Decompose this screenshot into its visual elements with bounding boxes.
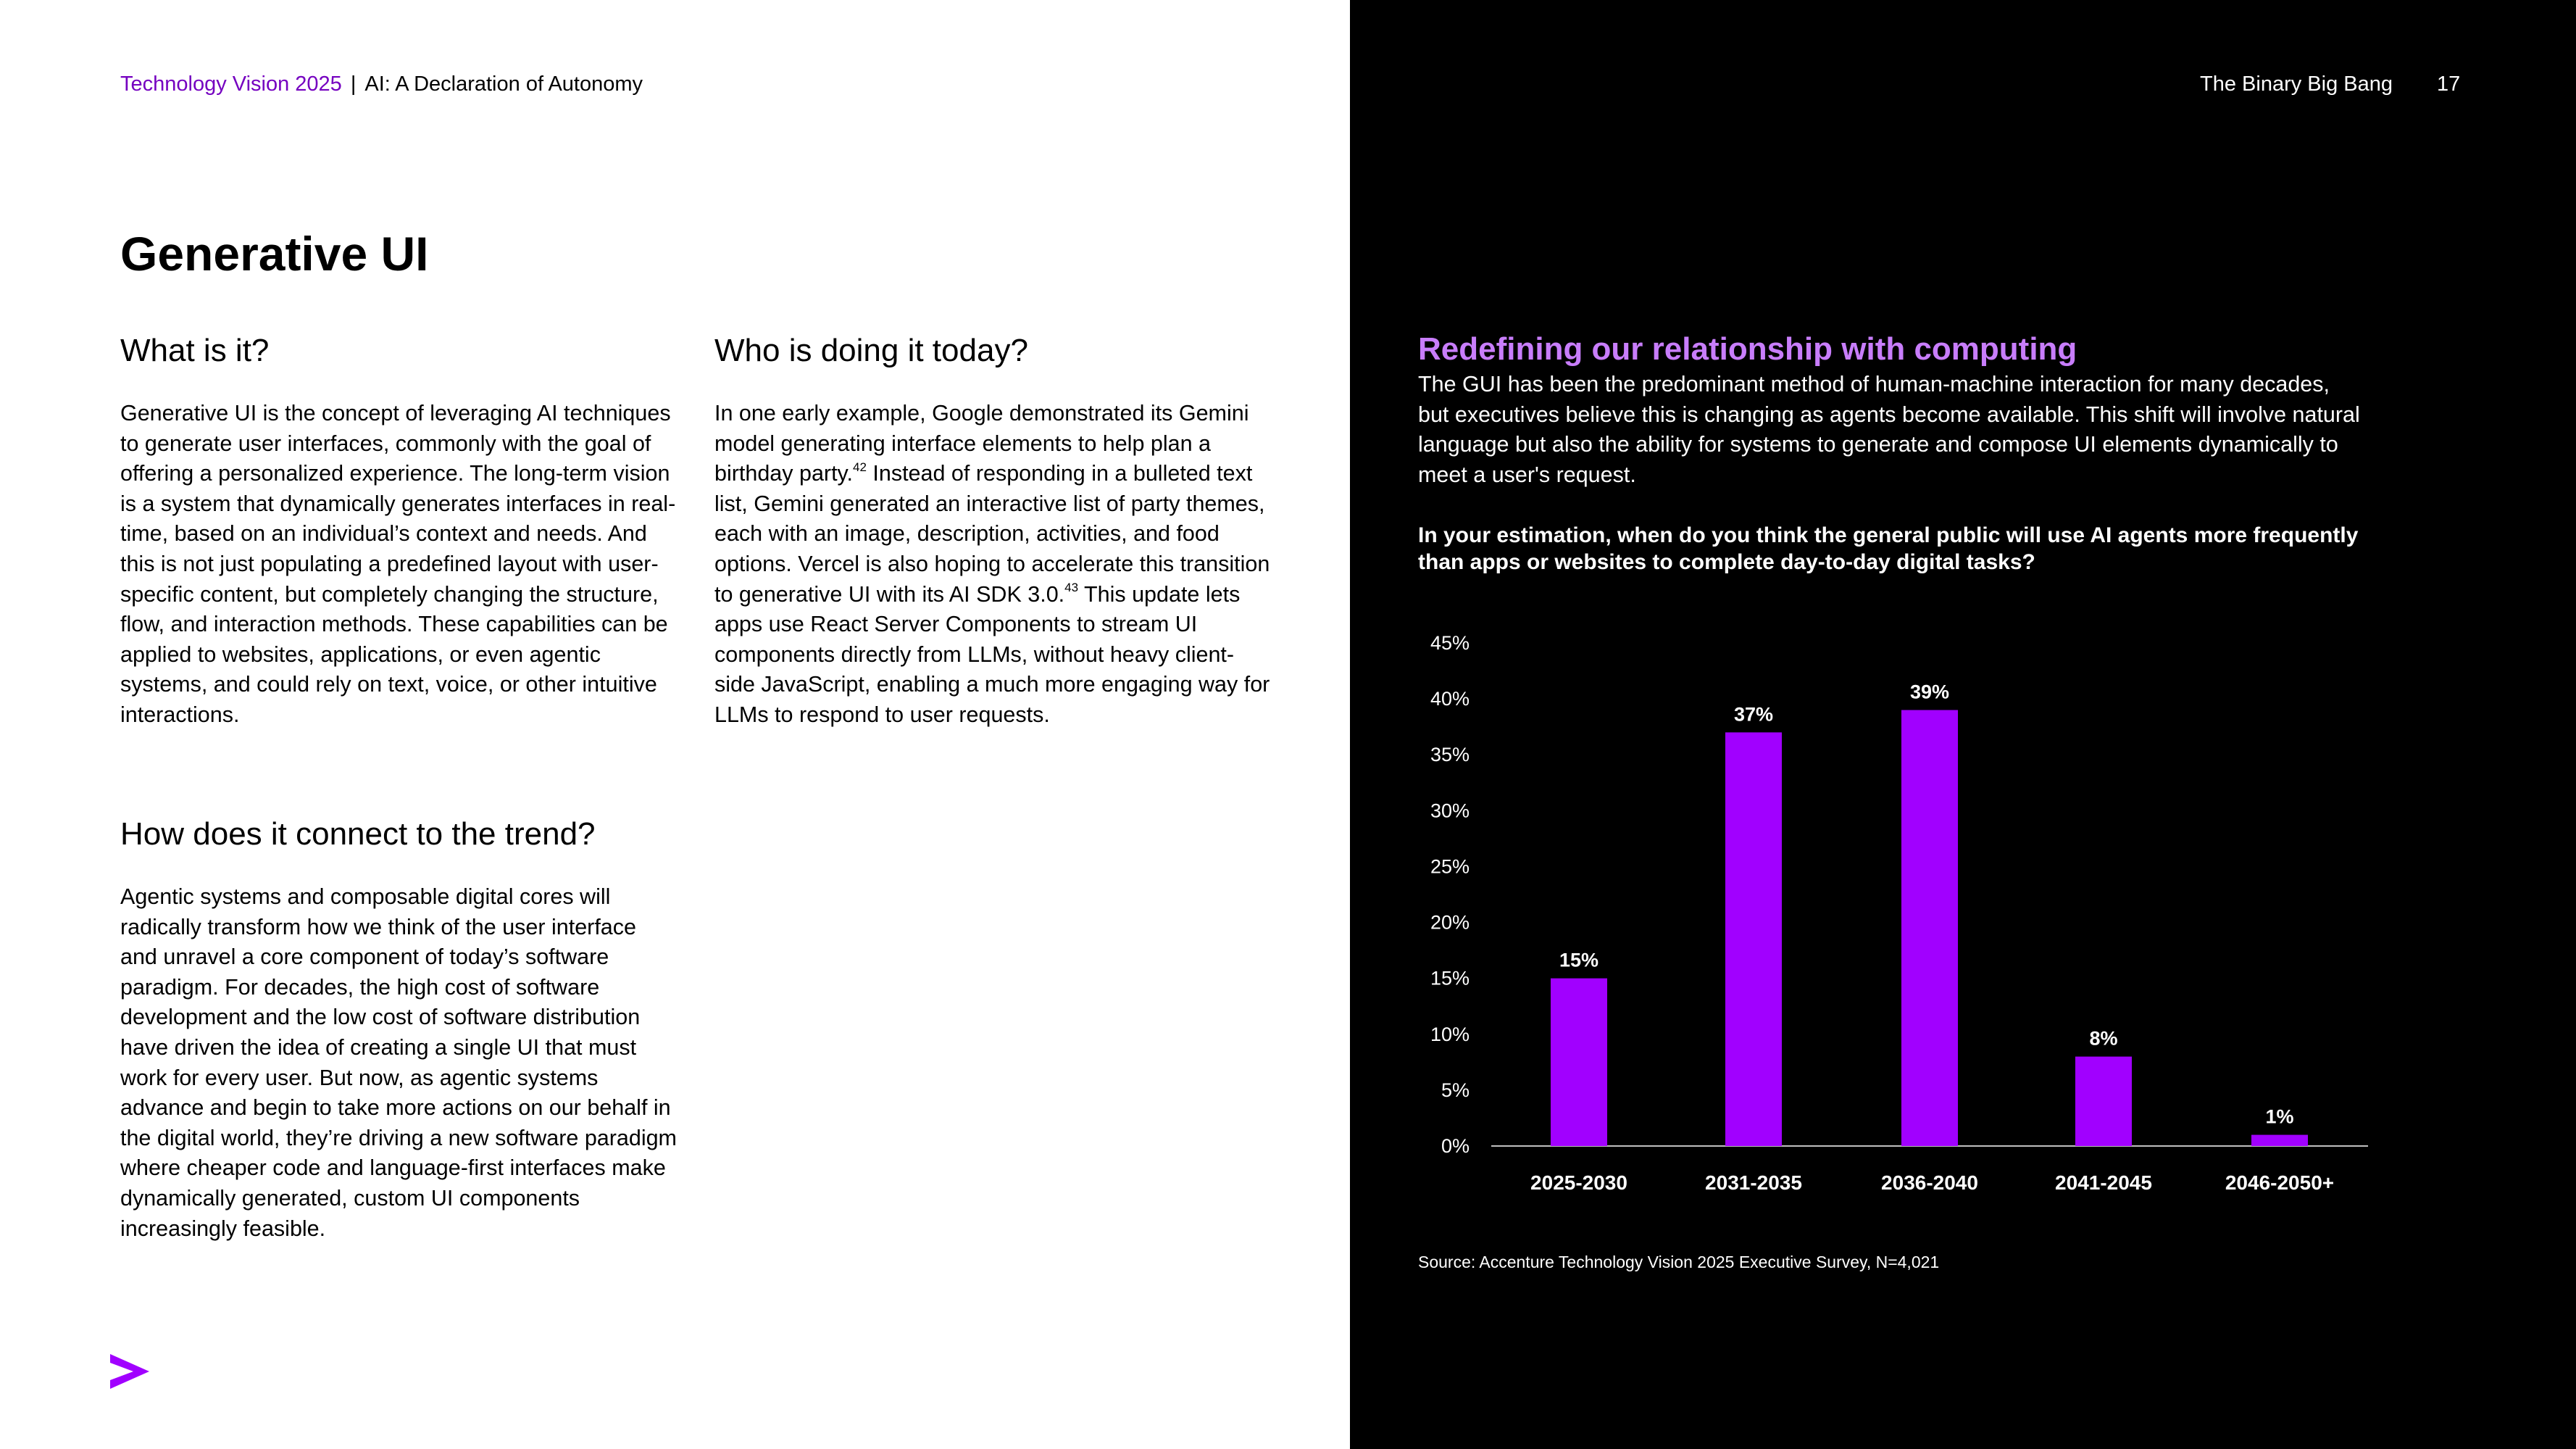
bar-chart [1350, 0, 2576, 1449]
running-header [120, 70, 643, 99]
x-category-label: 2046-2050+ [2225, 1171, 2335, 1194]
x-category-label: 2041-2045 [2055, 1171, 2152, 1194]
chart-source: Source: Accenture Technology Vision 2025 Executive Survey, N=4,021 [1418, 1253, 1940, 1271]
who-body-part1: In one early example, Google demonstrated its Gemini model generating interface elements to help plan a birthday party. [714, 401, 1249, 486]
who-is-doing-it-body [714, 399, 1271, 731]
bar-value-label: 37% [1733, 703, 1774, 726]
page-title: Generative UI [120, 227, 429, 281]
header-section: The Binary Big Bang [2200, 72, 2393, 96]
y-tick-label: 20% [1430, 911, 1470, 934]
right-panel [1350, 0, 2576, 1449]
what-is-it-heading: What is it? [120, 333, 270, 368]
y-tick-label: 35% [1430, 744, 1470, 766]
header-separator: | [350, 72, 357, 96]
page-number: 17 [2437, 72, 2461, 96]
bar [1551, 979, 1607, 1146]
chart-description: The GUI has been the predominant method of human-machine interaction for many decades, but executives believe this is changing as agents become available. This shift will involve natural language but also the ability for systems to generate and compose UI elements dynamically to meet a user's request. [1418, 372, 2360, 487]
bar-value-label: 8% [2089, 1027, 2118, 1050]
how-connect-body: Agentic systems and composable digital cores will radically transform how we think of the user interface and unravel a core component of today’s software paradigm. For decades, the high cost of software development and the low cost of software distribution have driven the idea of creating a single UI that must work for every user. But now, as agentic systems advance and begin to take more actions on our behalf in the digital world, they’re driving a new software paradigm where cheaper code and language-first interfaces make dynamically generated, custom UI components increasingly feasible. [120, 884, 677, 1241]
x-category-label: 2031-2035 [1705, 1171, 1802, 1194]
bar [2251, 1135, 2308, 1146]
who-is-doing-it-heading: Who is doing it today? [714, 333, 1028, 368]
bar-value-label: 1% [2265, 1105, 2294, 1128]
header-subtitle: AI: A Declaration of Autonomy [364, 72, 643, 96]
bar [2075, 1057, 2132, 1146]
survey-question: In your estimation, when do you think the general public will use AI agents more frequently than apps or websites to complete day-to-day digital tasks? [1418, 523, 2359, 574]
y-tick-label: 15% [1430, 967, 1470, 989]
how-connect-heading: How does it connect to the trend? [120, 816, 596, 852]
bar-value-label: 39% [1909, 681, 1950, 703]
footnote-ref-43[interactable]: 43 [1064, 581, 1079, 595]
y-tick-label: 10% [1430, 1023, 1470, 1045]
bar [1725, 732, 1782, 1146]
y-tick-label: 45% [1430, 632, 1470, 654]
footnote-ref-42[interactable]: 42 [853, 460, 867, 475]
chart-title: Redefining our relationship with computing [1418, 331, 2077, 367]
x-category-label: 2025-2030 [1530, 1171, 1627, 1194]
y-tick-label: 5% [1441, 1079, 1470, 1101]
y-tick-label: 25% [1430, 855, 1470, 878]
accenture-chevron-icon [109, 1353, 151, 1390]
bar-value-label: 15% [1559, 949, 1599, 971]
who-body-part2: Instead of responding in a bulleted text list, Gemini generated an interactive list of party themes, each with an image, description, activities, and food options. Vercel is also hoping to accelerate this transition to generative UI with its AI SDK 3.0. [714, 461, 1270, 607]
bar [1901, 710, 1958, 1146]
y-tick-label: 30% [1430, 800, 1470, 822]
y-tick-label: 0% [1441, 1135, 1470, 1157]
x-category-label: 2036-2040 [1881, 1171, 1978, 1194]
y-tick-label: 40% [1430, 688, 1470, 710]
who-body-part3: This update lets apps use React Server Components to stream UI components directly from LLMs, without heavy client-side JavaScript, enabling a much more engaging way for LLMs to respond to user requests. [714, 581, 1270, 727]
header-brand: Technology Vision 2025 [120, 72, 342, 96]
what-is-it-body: Generative UI is the concept of leveraging AI techniques to generate user interfaces, commonly with the goal of offering a personalized experience. The long-term vision is a system that dynamically generates interfaces in real-time, based on an individual’s context and needs. And this is not just populating a predefined layout with user-specific content, but completely changing the structure, flow, and interaction methods. These capabilities can be applied to websites, applications, or even agentic systems, and could rely on text, voice, or other intuitive interactions. [120, 401, 676, 727]
